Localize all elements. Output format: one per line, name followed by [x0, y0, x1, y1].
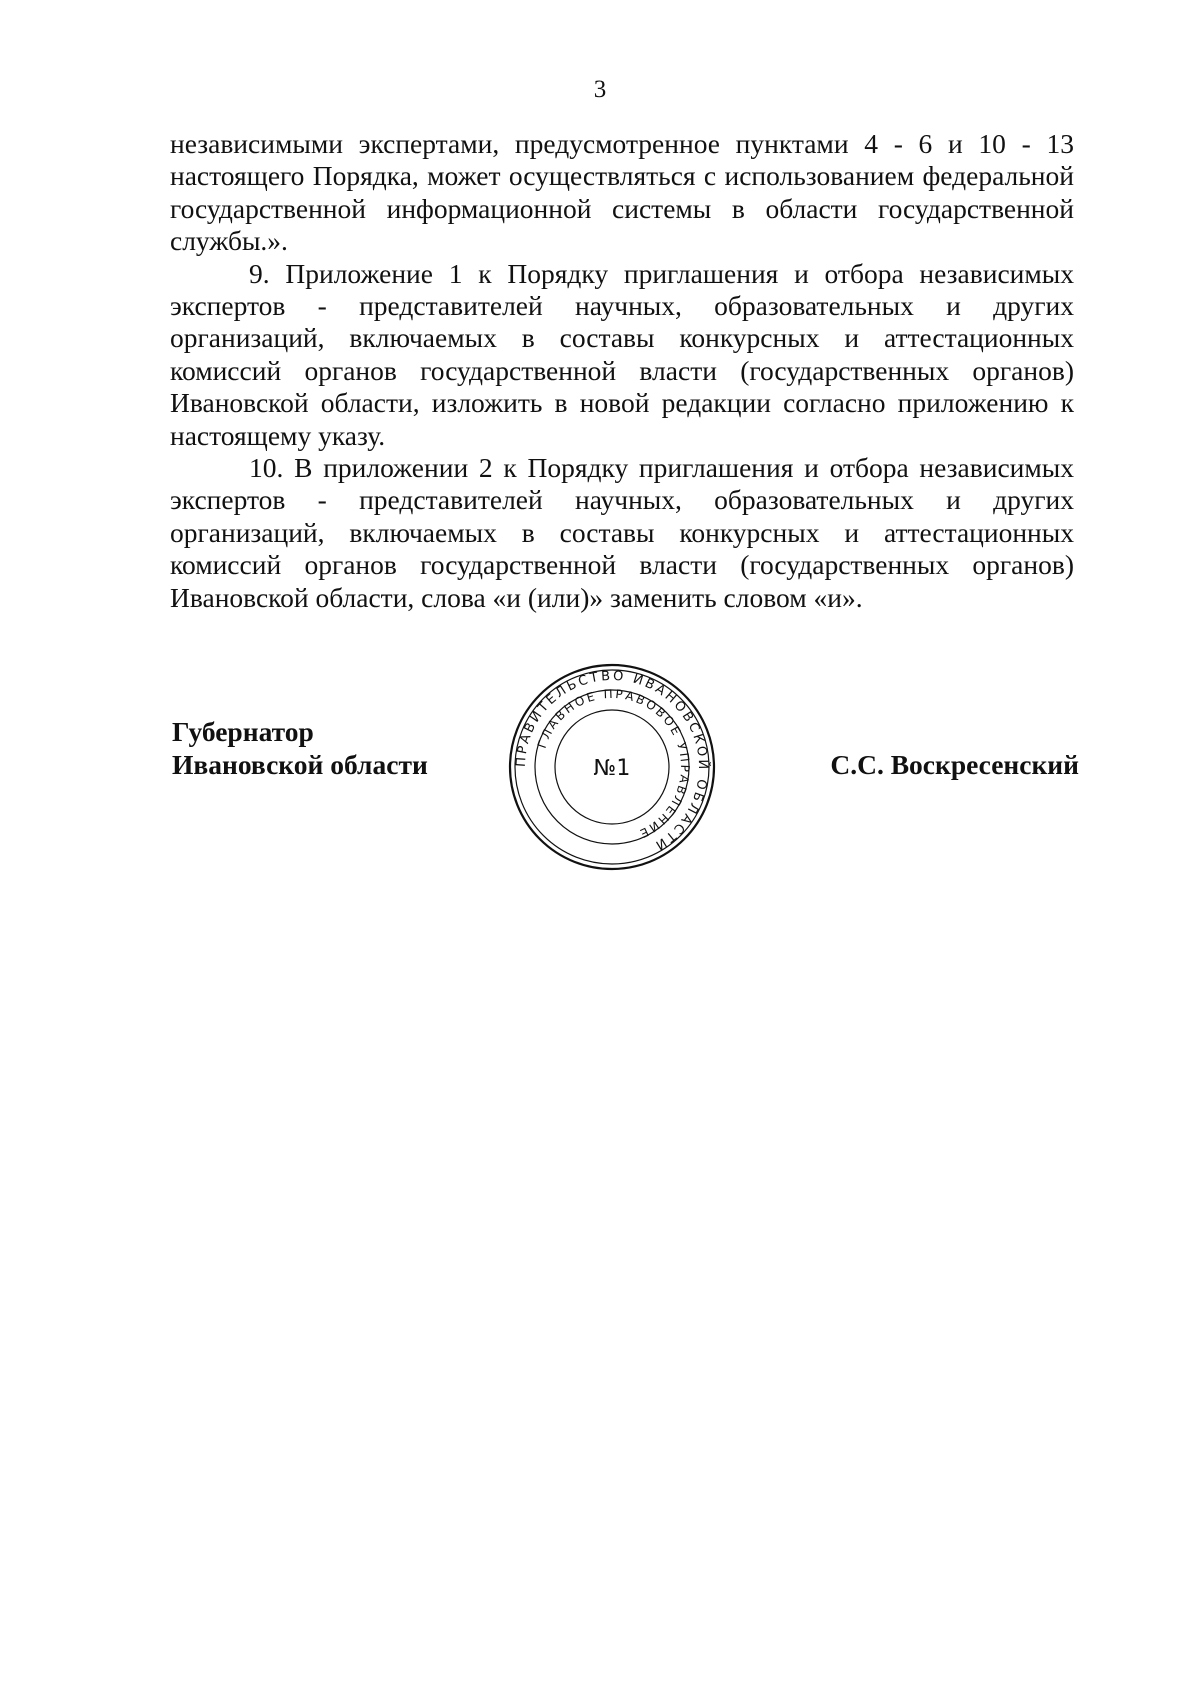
signatory-position-line-1: Губернатор [172, 716, 314, 747]
paragraph-continuation: независимыми экспертами, предусмотренное пунктами 4 - 6 и 10 - 13 настоящего Порядка, может осуществляться с использованием федеральной государственной информационной системы в области государственной службы.». [170, 128, 1074, 257]
official-seal [505, 660, 719, 874]
signatory-position-line-2: Ивановской области [172, 749, 428, 780]
seal-number: №1 [593, 756, 631, 781]
seal-inner-text: ГЛАВНОЕ ПРАВОВОЕ УПРАВЛЕНИЕ [534, 686, 693, 842]
page-number: 3 [593, 76, 607, 103]
document-body [170, 128, 1074, 614]
seal-outer-text: ПРАВИТЕЛЬСТВО ИВАНОВСКОЙ ОБЛАСТИ [513, 668, 711, 854]
paragraph-10: 10. В приложении 2 к Порядку приглашения и отбора независимых экспертов - представителей научных, образовательных и других организаций, включаемых в составы конкурсных и аттестационных комиссий органов государственной власти (государственных органов) Ивановской области, слова «и (или)» заменить словом «и». [170, 452, 1074, 613]
signatory-name: С.С. Воскресенский [830, 749, 1079, 780]
signatory-position [172, 715, 428, 781]
official-seal-graphic [505, 660, 719, 874]
paragraph-9: 9. Приложение 1 к Порядку приглашения и отбора независимых экспертов - представителей научных, образовательных и других организаций, включаемых в составы конкурсных и аттестационных комиссий органов государственной власти (государственных органов) Ивановской области, изложить в новой редакции согласно приложению к настоящему указу. [170, 257, 1074, 451]
